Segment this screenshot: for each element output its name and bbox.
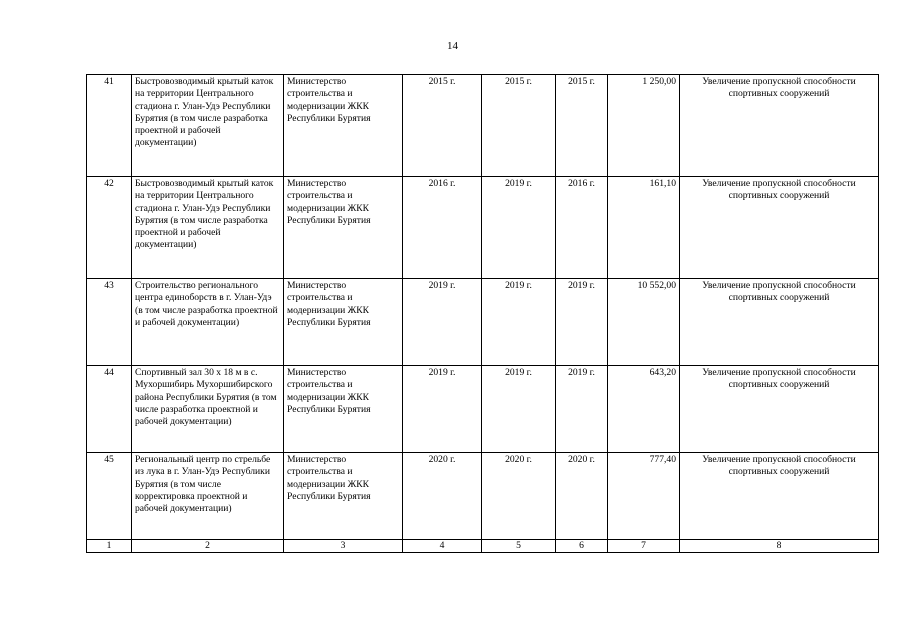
column-number-cell: 6 [556,540,608,553]
page-number: 14 [447,40,458,52]
column-number-cell: 3 [284,540,403,553]
executor-cell: Министерство строительства и модернизации ЖКК Республики Бурятия [284,75,403,177]
amount-cell: 161,10 [608,177,680,279]
measures-table [86,74,879,553]
table-row [87,279,879,366]
object-name-cell: Спортивный зал 30 х 18 м в с. Мухоршибирь Мухоршибирского района Республики Бурятия (в том числе разработка проектной и рабочей документации) [132,366,284,453]
result-cell: Увеличение пропускной способности спортивных сооружений [680,177,879,279]
result-cell: Увеличение пропускной способности спортивных сооружений [680,366,879,453]
object-name-cell: Быстровозводимый крытый каток на территории Центрального стадиона г. Улан-Удэ Республики Бурятия (в том числе разработка проектной и рабочей документации) [132,75,284,177]
year-start-cell: 2015 г. [403,75,482,177]
year-end-cell: 2015 г. [482,75,556,177]
result-cell: Увеличение пропускной способности спортивных сооружений [680,75,879,177]
year-end-cell: 2019 г. [482,279,556,366]
amount-cell: 777,40 [608,453,680,540]
column-number-cell: 2 [132,540,284,553]
column-number-cell: 5 [482,540,556,553]
amount-cell: 10 552,00 [608,279,680,366]
row-number-cell: 41 [87,75,132,177]
object-name-cell: Строительство регионального центра единоборств в г. Улан-Удэ (в том числе разработка проектной и рабочей документации) [132,279,284,366]
amount-cell: 643,20 [608,366,680,453]
column-number-cell: 4 [403,540,482,553]
executor-cell: Министерство строительства и модернизации ЖКК Республики Бурятия [284,279,403,366]
row-number-cell: 43 [87,279,132,366]
row-number-cell: 44 [87,366,132,453]
year-end-cell: 2020 г. [482,453,556,540]
row-number-cell: 45 [87,453,132,540]
column-number-cell: 8 [680,540,879,553]
year-commission-cell: 2019 г. [556,366,608,453]
year-commission-cell: 2016 г. [556,177,608,279]
column-number-cell: 1 [87,540,132,553]
year-start-cell: 2020 г. [403,453,482,540]
year-start-cell: 2016 г. [403,177,482,279]
row-number-cell: 42 [87,177,132,279]
result-cell: Увеличение пропускной способности спортивных сооружений [680,453,879,540]
executor-cell: Министерство строительства и модернизации ЖКК Республики Бурятия [284,366,403,453]
table-row [87,177,879,279]
object-name-cell: Быстровозводимый крытый каток на территории Центрального стадиона г. Улан-Удэ Республики Бурятия (в том числе разработка проектной и рабочей документации) [132,177,284,279]
result-cell: Увеличение пропускной способности спортивных сооружений [680,279,879,366]
year-start-cell: 2019 г. [403,279,482,366]
table-row [87,453,879,540]
year-commission-cell: 2020 г. [556,453,608,540]
amount-cell: 1 250,00 [608,75,680,177]
table-row [87,75,879,177]
column-numbers-row [87,540,879,553]
year-end-cell: 2019 г. [482,366,556,453]
table-row [87,366,879,453]
object-name-cell: Региональный центр по стрельбе из лука в г. Улан-Удэ Республики Бурятия (в том числе корректировка проектной и рабочей документации) [132,453,284,540]
year-commission-cell: 2015 г. [556,75,608,177]
executor-cell: Министерство строительства и модернизации ЖКК Республики Бурятия [284,453,403,540]
year-end-cell: 2019 г. [482,177,556,279]
year-commission-cell: 2019 г. [556,279,608,366]
year-start-cell: 2019 г. [403,366,482,453]
column-number-cell: 7 [608,540,680,553]
executor-cell: Министерство строительства и модернизации ЖКК Республики Бурятия [284,177,403,279]
